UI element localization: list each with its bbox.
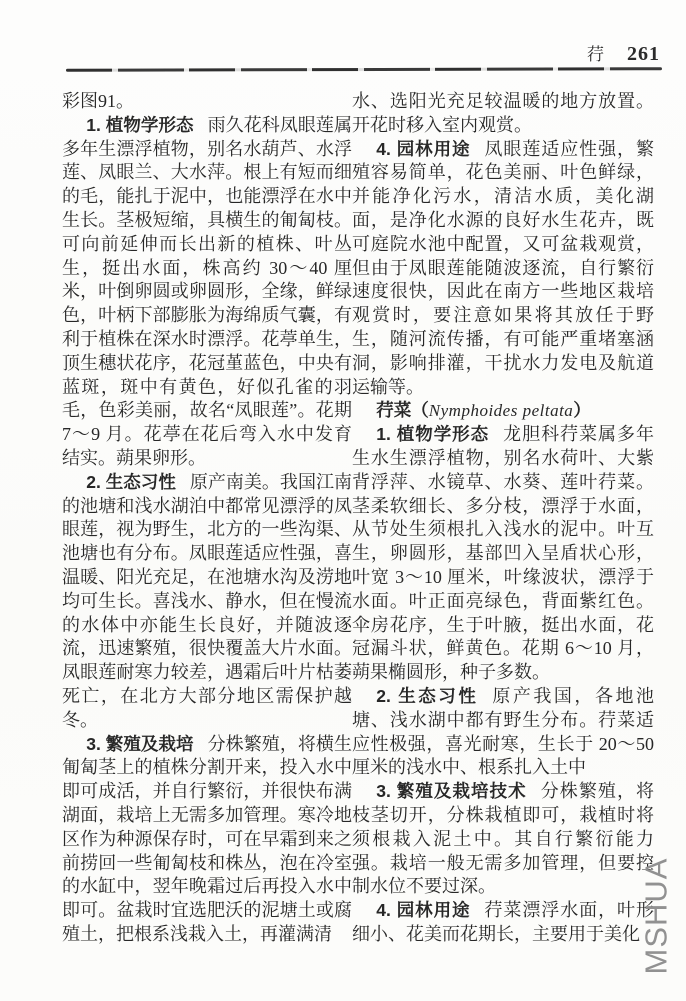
left-text-column (62, 90, 352, 947)
species-name-latin: Nymphoides peltata (428, 401, 574, 421)
paragraph-propagation (352, 780, 654, 899)
paragraph-lead: 1. 植物学形态 (86, 114, 194, 135)
paren-open: （ (411, 400, 429, 421)
paragraph-text: 原产南美。我国江南的池塘和浅水湖泊中都常见漂浮的凤眼莲，视为野生，北方的一些沟渠、池塘也有分布。凤眼莲适应性强，喜温暖、阳光充足，在池塘水沟及涝地均可生长。喜浅水、静水，但在慢流的水体中亦能生长良好，并随波逐流，迅速繁殖，很快覆盖大片水面。凤眼莲耐寒力较差，遇霜后叶片枯萎死亡，在北方大部分地区需保护越冬。 (62, 471, 352, 730)
paragraph-text: 雨久花科凤眼莲属多年生漂浮植物，别名水葫芦、水浮莲、凤眼兰、大水萍。根上有短而细的毛，能扎于泥中，也能漂浮在水中生长。茎极短缩，具横生的匍匐枝。可向前延伸而长出新的植株、叶丛生，挺出水面，株高约 30～40 厘米，叶倒卵圆或卵圆形，全缘，鲜绿色，叶柄下部膨胀为海绵质气囊，有利于植株在深水时漂浮。花葶单生，顶生穗状花序，花冠堇蓝色，中央有蓝斑，斑中有黄色，好似孔雀的羽毛，色彩美丽，故名“凤眼莲”。花期 7～9 月。花葶在花后弯入水中发育结实。蒴果卵形。 (62, 114, 352, 468)
paragraph-lead: 1. 植物学形态 (376, 424, 490, 445)
paragraph-propagation (62, 733, 352, 947)
paragraph-garden-use (352, 138, 654, 400)
paragraph-continuation (62, 90, 352, 114)
paragraph-lead: 4. 园林用途 (376, 900, 471, 921)
paragraph-morphology (62, 114, 352, 471)
paragraph-text: 水、选阳光充足较温暖的地方放置。开花时移入室内观赏。 (352, 91, 654, 135)
paragraph-morphology (352, 423, 654, 685)
page-number: 261 (627, 43, 660, 65)
paragraph-text: 荇菜漂浮水面，叶形细小、花美而花期长，主要用于美化 (352, 900, 654, 944)
paragraph-continuation (352, 90, 654, 138)
header-rule (66, 67, 662, 72)
paragraph-lead: 2. 生态习性 (86, 471, 176, 492)
paragraph-text: 凤眼莲适应性强，繁殖容易简单，花色美丽、叶色鲜绿，并能净化污水，清洁水质，美化湖面，是净化水源的良好水生花卉，既可庭院水池中配置，又可盆栽观赏，但由于凤眼莲能随波逐流，自行繁衍速度很快，因此在南方一些地区栽培观赏时，要注意如果将其放任于野生，随河流传播，有可能严重堵塞涵洞，影响排灌，干扰水力发电及航道运输等。 (352, 138, 654, 397)
watermark (634, 841, 678, 991)
paragraph-lead: 2. 生态习性 (376, 685, 479, 706)
watermark-text: MSHUA (638, 857, 674, 975)
paragraph-text: 原产我国，各地池塘、浅水湖中都有野生分布。荇菜适应性极强，喜光耐寒，生长于 20～50 厘米的浅水中、根系扎入土中 (352, 685, 654, 778)
paragraph-ecology (62, 471, 352, 733)
species-name-chinese: 荇菜 (376, 400, 412, 421)
paragraph-lead: 4. 园林用途 (376, 138, 471, 159)
paragraph-text: 龙胆科荇菜属多年生水生漂浮植物，别名水荷叶、大紫背浮萍、水镜草、水葵、莲叶荇菜。茎柔软细长、多分枝，漂浮于水面，从节处生须根扎入浅水的泥中。叶互生，卵圆形，基部凹入呈盾状心形，叶宽 3～10 厘米，叶缘波状，漂浮于水面。叶正面亮绿色，背面紫红色。伞房花序，生于叶腋，挺出水面，花冠漏斗状，鲜黄色。花期 6～10 月，蒴果椭圆形，种子多数。 (352, 424, 654, 683)
paragraph-ecology (352, 685, 654, 780)
paragraph-lead: 3. 繁殖及栽培技术 (376, 781, 527, 802)
right-text-column (352, 90, 654, 947)
section-character: 荇 (587, 45, 605, 64)
running-header (0, 40, 660, 66)
paragraph-garden-use (352, 899, 654, 947)
paragraph-lead: 3. 繁殖及栽培 (86, 733, 194, 754)
paren-close: ） (573, 400, 591, 421)
species-heading (352, 399, 654, 423)
paragraph-text: 分株繁殖，将横生匍匐茎上的植株分割开来，投入水中即可成活，并自行繁衍，并很快布满湖面，栽培上无需多加管理。寒冷地区作为种源保存时，可在早霜到来之前捞回一些匍匐枝和株丛，泡在冷室的水缸中，翌年晚霜过后再投入水中即可。盆栽时宜选肥沃的泥塘土或腐殖土，把根系浅栽入土，再灌满清 (62, 733, 352, 944)
paragraph-text: 彩图91。 (62, 91, 134, 111)
paragraph-text: 分株繁殖，将枝茎切开，分株栽植即可，栽植时将须根栽入泥土中。其自行繁衍能力强。栽培一般无需多加管理，但要控制水位不要过深。 (352, 781, 655, 897)
